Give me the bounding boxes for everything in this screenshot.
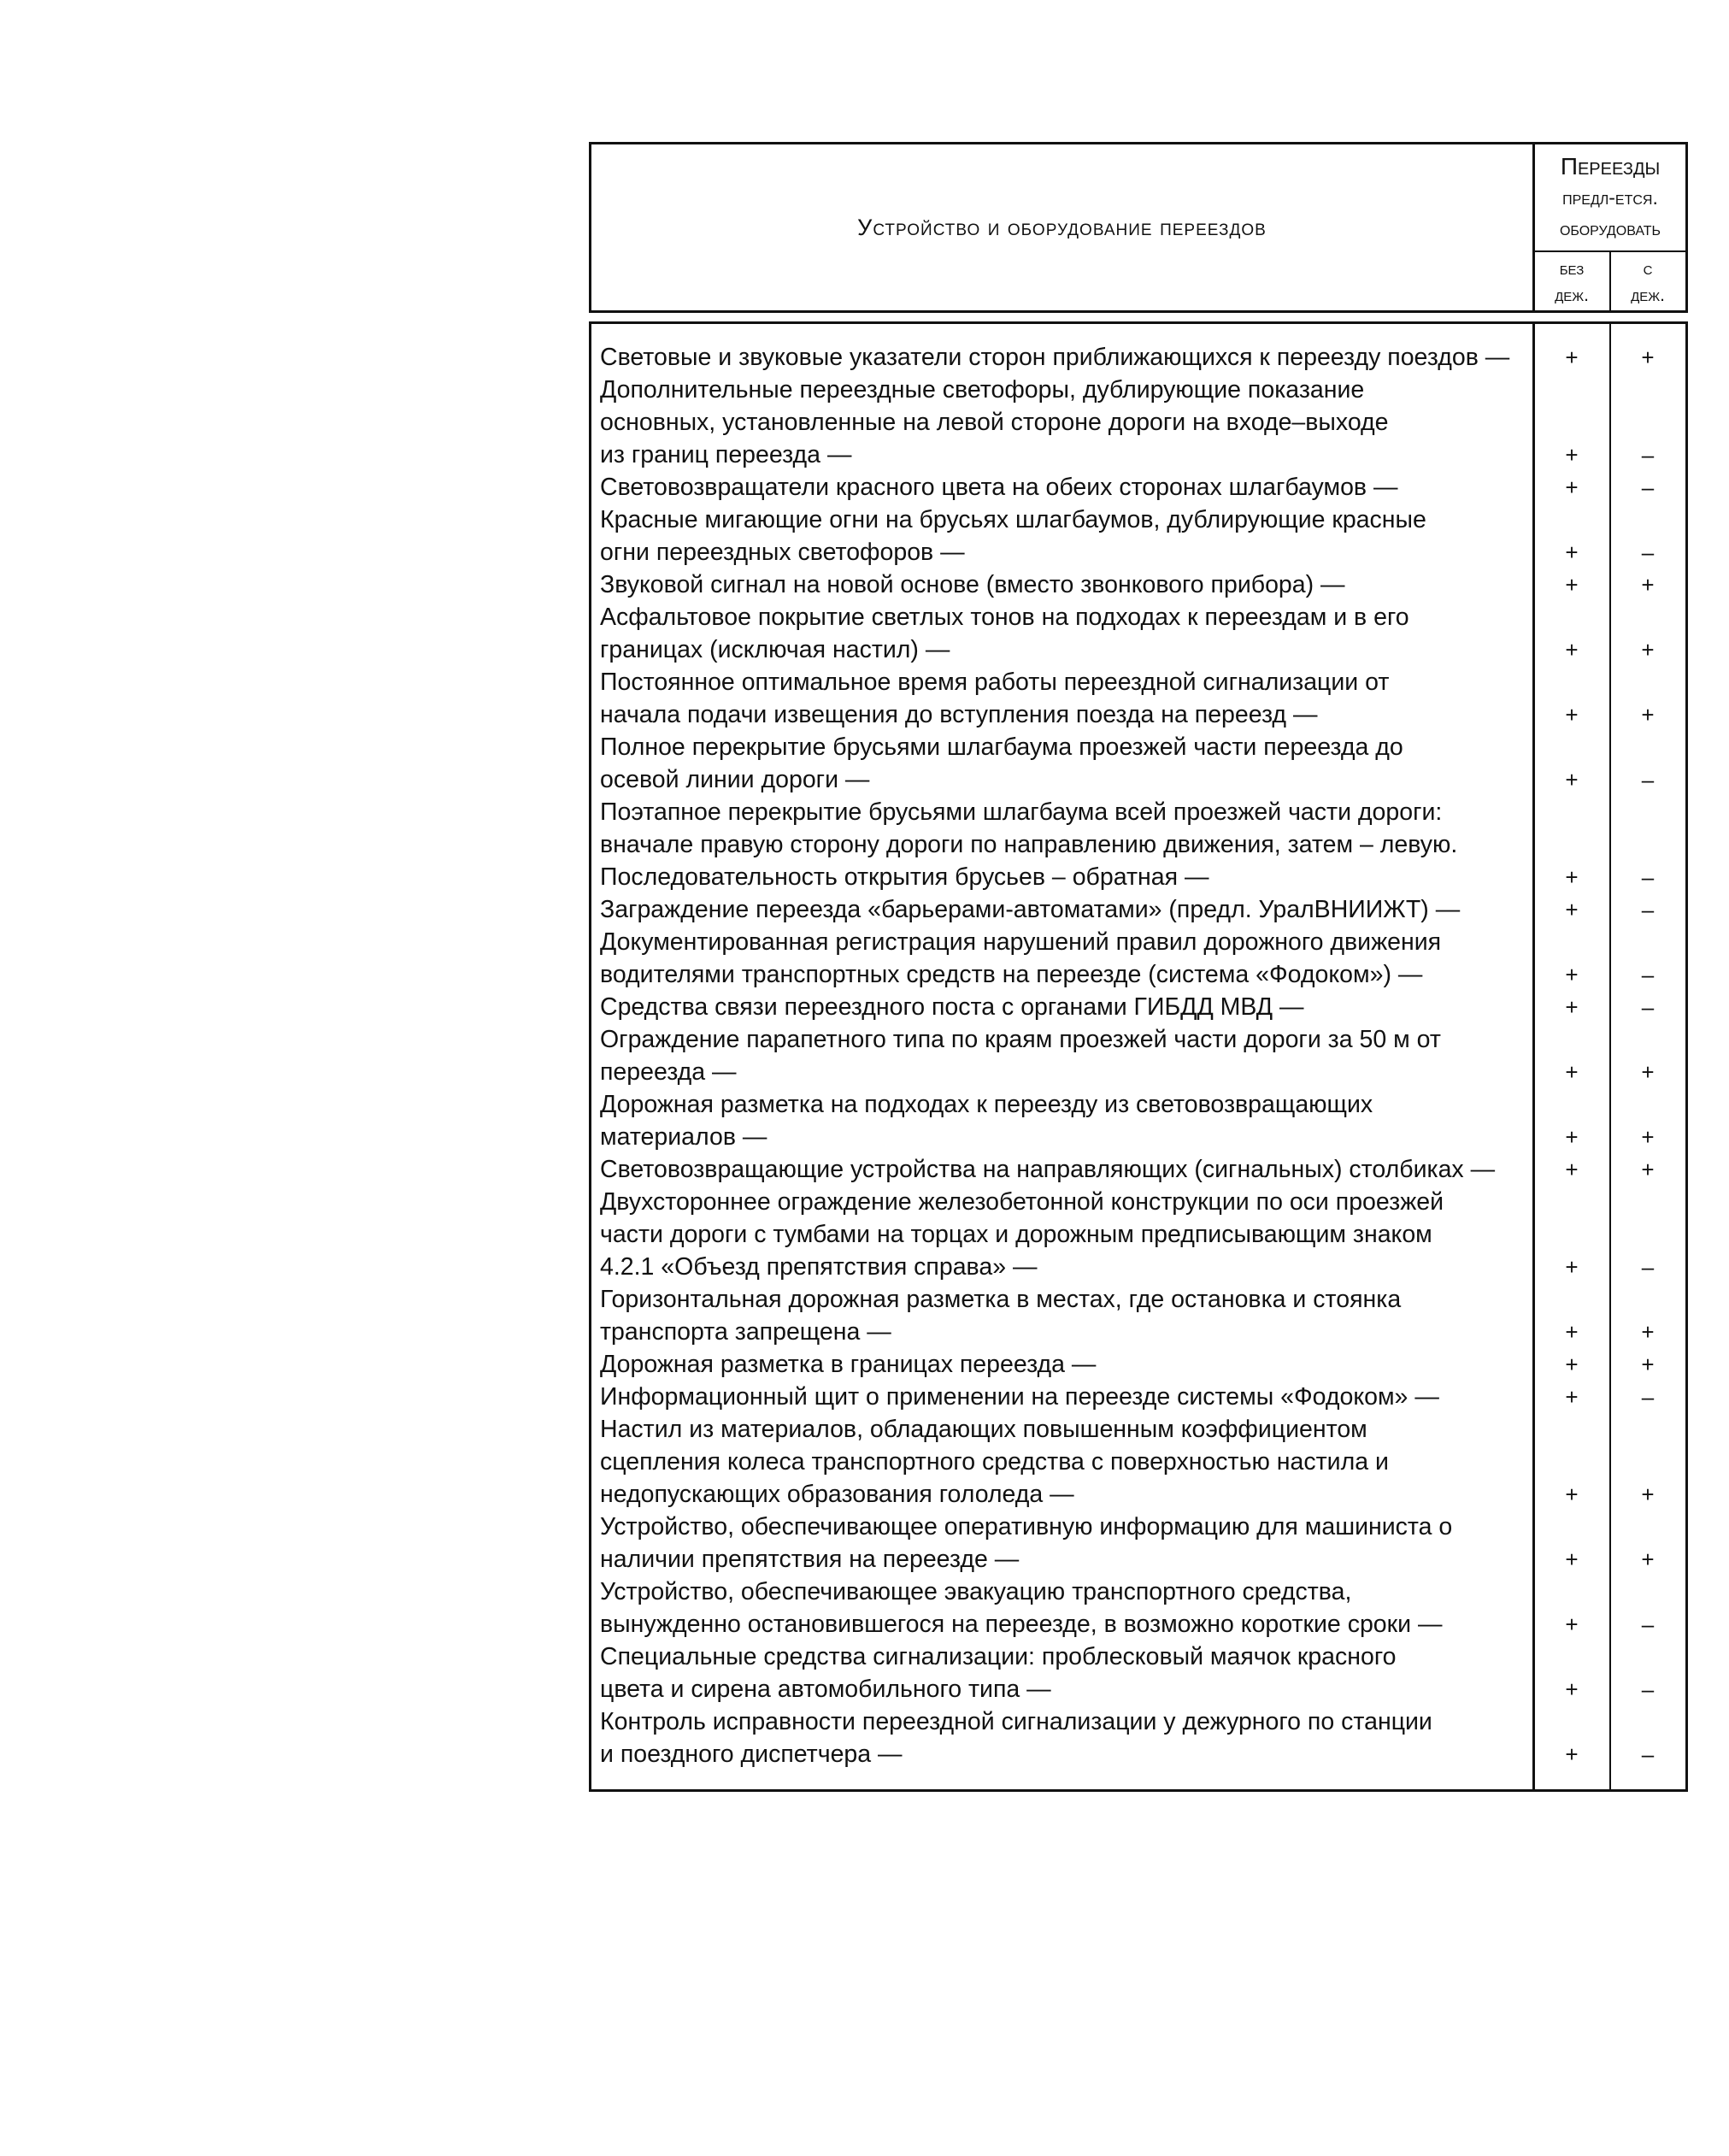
header-group	[1535, 144, 1685, 250]
row-description: Информационный щит о применении на переезде системы «Фодоком» —	[600, 1383, 1439, 1411]
table-row	[591, 504, 1685, 568]
table-row	[591, 1641, 1685, 1705]
row-mark-with-attendant: –	[1641, 864, 1655, 890]
row-description: Дорожная разметка в границах переезда —	[600, 1351, 1097, 1378]
table-row	[591, 893, 1685, 926]
row-mark-without-attendant: +	[1565, 1352, 1579, 1377]
row-mark-without-attendant: +	[1565, 539, 1579, 565]
row-mark-without-attendant: +	[1565, 345, 1579, 370]
row-mark-with-attendant: +	[1641, 1319, 1655, 1345]
table-header	[589, 142, 1688, 313]
row-description: Устройство, обеспечивающее эвакуацию транспортного средства, вынужденно остановившегося на переезде, в возможно короткие сроки —	[600, 1578, 1443, 1638]
row-mark-with-attendant: +	[1641, 345, 1655, 370]
row-mark-with-attendant: +	[1641, 702, 1655, 728]
row-mark-without-attendant: +	[1565, 442, 1579, 468]
row-description: Красные мигающие огни на брусьях шлагбаумов, дублирующие красные огни переездных светофоров —	[600, 506, 1426, 566]
row-description: Устройство, обеспечивающее оперативную информацию для машиниста о наличии препятствия на переезде —	[600, 1513, 1453, 1573]
table-row	[591, 1381, 1685, 1413]
row-description: Контроль исправности переездной сигнализации у дежурного по станции и поездного диспетчера —	[600, 1708, 1432, 1768]
row-mark-without-attendant: +	[1565, 572, 1579, 598]
row-mark-with-attendant: +	[1641, 1352, 1655, 1377]
row-mark-with-attendant: +	[1641, 1124, 1655, 1150]
row-mark-with-attendant: +	[1641, 1546, 1655, 1572]
row-mark-with-attendant: +	[1641, 1059, 1655, 1085]
table-row	[591, 1186, 1685, 1283]
row-mark-without-attendant: +	[1565, 994, 1579, 1020]
row-mark-without-attendant: +	[1565, 1059, 1579, 1085]
row-mark-with-attendant: +	[1641, 1482, 1655, 1507]
row-mark-without-attendant: +	[1565, 962, 1579, 987]
row-mark-without-attendant: +	[1565, 1157, 1579, 1182]
table-row	[591, 1283, 1685, 1348]
table-row	[591, 1088, 1685, 1153]
table-rows	[591, 341, 1685, 1770]
row-description: Световозвращатели красного цвета на обеих сторонах шлагбаумов —	[600, 474, 1398, 501]
row-mark-without-attendant: +	[1565, 864, 1579, 890]
row-description: Световозвращающие устройства на направляющих (сигнальных) столбиках —	[600, 1156, 1496, 1183]
table-row	[591, 1023, 1685, 1088]
row-mark-with-attendant: –	[1641, 1254, 1655, 1280]
row-mark-with-attendant: –	[1641, 1741, 1655, 1767]
table-row	[591, 1153, 1685, 1186]
table-row	[591, 1413, 1685, 1511]
row-description: Световые и звуковые указатели сторон приближающихся к переезду поездов —	[600, 344, 1510, 371]
row-mark-without-attendant: +	[1565, 1384, 1579, 1410]
header-col-with-attendant	[1611, 254, 1685, 310]
equipment-table	[589, 142, 1688, 1792]
row-mark-without-attendant: +	[1565, 1741, 1579, 1767]
table-row	[591, 341, 1685, 374]
row-mark-with-attendant: +	[1641, 1157, 1655, 1182]
row-mark-with-attendant: –	[1641, 1676, 1655, 1702]
header-title-cell	[591, 144, 1532, 310]
row-mark-with-attendant: –	[1641, 897, 1655, 922]
row-description: Дорожная разметка на подходах к переезду из световозвращающих материалов —	[600, 1091, 1373, 1151]
row-mark-without-attendant: +	[1565, 1124, 1579, 1150]
row-description: Двухстороннее ограждение железобетонной конструкции по оси проезжей части дороги с тумбами на торцах и дорожным предписывающим знаком 4.2.1 «Объезд препятствия справа» —	[600, 1188, 1444, 1281]
row-mark-with-attendant: –	[1641, 1384, 1655, 1410]
table-row	[591, 796, 1685, 893]
row-mark-without-attendant: +	[1565, 1319, 1579, 1345]
table-row	[591, 374, 1685, 471]
row-description: Горизонтальная дорожная разметка в местах, где остановка и стоянка транспорта запрещена —	[600, 1286, 1402, 1346]
row-description: Документированная регистрация нарушений правил дорожного движения водителями транспортных средств на переезде (система «Фодоком») —	[600, 928, 1442, 988]
row-description: Поэтапное перекрытие брусьями шлагбаума всей проезжей части дороги: вначале правую сторону дороги по направлению движения, затем – левую. Последовательность открытия брусьев – обратная —	[600, 798, 1458, 891]
row-mark-without-attendant: +	[1565, 1482, 1579, 1507]
header-group-line1: Переезды	[1560, 153, 1661, 180]
row-mark-with-attendant: +	[1641, 637, 1655, 663]
row-description: Ограждение парапетного типа по краям проезжей части дороги за 50 м от переезда —	[600, 1026, 1441, 1086]
header-col-b-line1: с	[1643, 259, 1653, 279]
row-mark-with-attendant: –	[1641, 1611, 1655, 1637]
row-mark-without-attendant: +	[1565, 1611, 1579, 1637]
row-description: Специальные средства сигнализации: проблесковый маячок красного цвета и сирена автомобильного типа —	[600, 1643, 1397, 1703]
table-row	[591, 471, 1685, 504]
header-group-line2: предл-ется.	[1562, 186, 1658, 209]
row-mark-without-attendant: +	[1565, 1254, 1579, 1280]
row-description: Звуковой сигнал на новой основе (вместо звонкового прибора) —	[600, 571, 1345, 598]
table-row	[591, 926, 1685, 991]
row-mark-with-attendant: +	[1641, 572, 1655, 598]
header-col-b-line2: деж.	[1631, 286, 1665, 305]
table-row	[591, 731, 1685, 796]
row-description: Асфальтовое покрытие светлых тонов на подходах к переездам и в его границах (исключая настил) —	[600, 604, 1409, 663]
row-mark-with-attendant: –	[1641, 442, 1655, 468]
table-row	[591, 1576, 1685, 1641]
table-row	[591, 1511, 1685, 1576]
row-description: Дополнительные переездные светофоры, дублирующие показание основных, установленные на левой стороне дороги на входе–выходе из границ переезда —	[600, 376, 1389, 468]
table-row	[591, 1348, 1685, 1381]
row-mark-without-attendant: +	[1565, 1676, 1579, 1702]
row-description: Постоянное оптимальное время работы переездной сигнализации от начала подачи извещения до вступления поезда на переезд —	[600, 669, 1390, 728]
row-mark-without-attendant: +	[1565, 474, 1579, 500]
table-row	[591, 601, 1685, 666]
table-row	[591, 666, 1685, 731]
row-description: Средства связи переездного поста с органами ГИБДД МВД —	[600, 993, 1304, 1021]
row-mark-with-attendant: –	[1641, 962, 1655, 987]
row-mark-without-attendant: +	[1565, 637, 1579, 663]
row-mark-without-attendant: +	[1565, 767, 1579, 792]
header-title: Устройство и оборудование переездов	[857, 214, 1267, 240]
row-mark-without-attendant: +	[1565, 702, 1579, 728]
header-col-a-line1: без	[1559, 259, 1585, 279]
row-mark-with-attendant: –	[1641, 474, 1655, 500]
header-col-without-attendant	[1535, 254, 1608, 310]
table-row	[591, 568, 1685, 601]
row-description: Настил из материалов, обладающих повышенным коэффициентом сцепления колеса транспортного средства с поверхностью настила и недопускающих образования гололеда —	[600, 1416, 1389, 1508]
row-mark-without-attendant: +	[1565, 1546, 1579, 1572]
row-mark-with-attendant: –	[1641, 767, 1655, 792]
row-description: Заграждение переезда «барьерами-автоматами» (предл. УралВНИИЖТ) —	[600, 896, 1461, 923]
header-col-a-line2: деж.	[1555, 286, 1589, 305]
table-body	[589, 321, 1688, 1792]
table-row	[591, 991, 1685, 1023]
row-mark-with-attendant: –	[1641, 539, 1655, 565]
row-mark-with-attendant: –	[1641, 994, 1655, 1020]
header-group-line3: оборудовать	[1559, 217, 1661, 239]
row-description: Полное перекрытие брусьями шлагбаума проезжей части переезда до осевой линии дороги —	[600, 733, 1403, 793]
row-mark-without-attendant: +	[1565, 897, 1579, 922]
table-row	[591, 1705, 1685, 1770]
